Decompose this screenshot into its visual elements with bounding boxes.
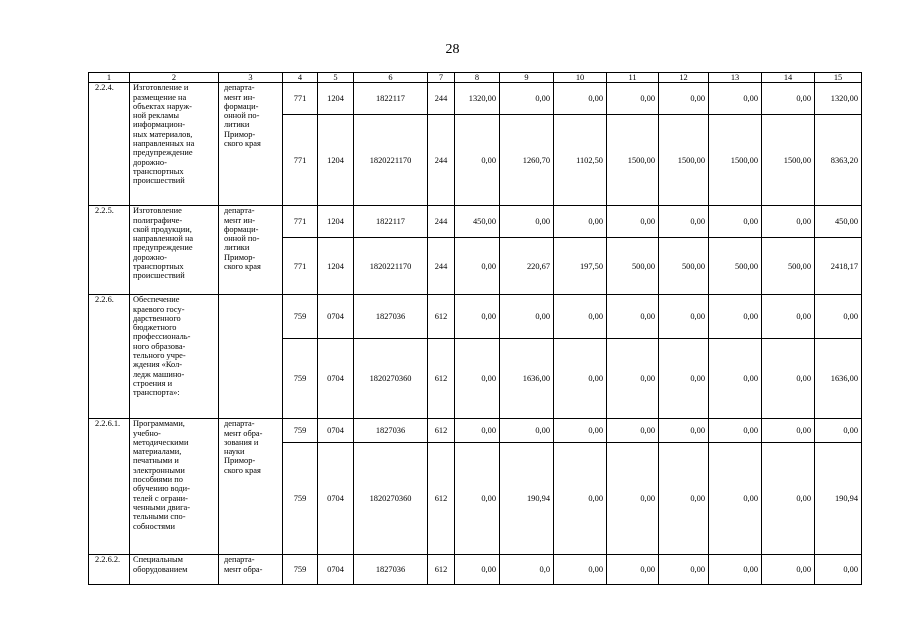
value-cell: 0,00 — [554, 443, 607, 555]
row-description — [130, 295, 219, 419]
value-cell: 8363,20 — [815, 115, 862, 206]
description-line: предупреждение — [133, 148, 193, 158]
description-line: краевого госу- — [133, 304, 185, 314]
value-cell: 0,00 — [709, 555, 762, 585]
value-cell: 0704 — [318, 295, 354, 339]
value-cell: 612 — [428, 339, 455, 419]
budget-table — [88, 72, 862, 585]
value-cell: 0,00 — [455, 419, 500, 443]
value-cell: 500,00 — [762, 238, 815, 295]
description-line: направленной на — [133, 234, 194, 244]
description-line: дорожно- — [133, 252, 167, 262]
table-row — [89, 206, 862, 238]
value-cell: 0,00 — [659, 419, 709, 443]
header-row — [89, 73, 862, 83]
description-line: ской продукции, — [133, 224, 192, 234]
department-line: мент обра- — [224, 428, 263, 438]
department-line: формаци- — [224, 101, 259, 111]
row-number: 2.2.6.2. — [89, 555, 130, 585]
description-line: ной рекламы — [133, 111, 180, 121]
description-line: транспортных — [133, 166, 184, 176]
value-cell: 500,00 — [659, 238, 709, 295]
department-line: мент ин- — [224, 92, 256, 102]
value-cell: 0,00 — [762, 443, 815, 555]
table-row — [89, 295, 862, 339]
value-cell: 0,00 — [554, 295, 607, 339]
value-cell: 0,00 — [709, 295, 762, 339]
value-cell: 0,00 — [659, 83, 709, 115]
value-cell: 0,00 — [455, 443, 500, 555]
value-cell: 0,00 — [659, 339, 709, 419]
value-cell: 1204 — [318, 206, 354, 238]
value-cell: 759 — [283, 443, 318, 555]
row-number: 2.2.6. — [89, 295, 130, 419]
value-cell: 0,00 — [554, 206, 607, 238]
value-cell: 1102,50 — [554, 115, 607, 206]
department-line: департа- — [224, 83, 255, 93]
value-cell: 0,00 — [659, 555, 709, 585]
value-cell: 1636,00 — [815, 339, 862, 419]
value-cell: 759 — [283, 419, 318, 443]
header-cell: 6 — [354, 73, 428, 83]
value-cell: 1500,00 — [659, 115, 709, 206]
value-cell: 771 — [283, 115, 318, 206]
value-cell: 0,00 — [455, 339, 500, 419]
value-cell: 0,00 — [500, 206, 554, 238]
header-cell: 15 — [815, 73, 862, 83]
row-description — [130, 419, 219, 555]
value-cell: 0,00 — [659, 295, 709, 339]
header-cell: 2 — [130, 73, 219, 83]
description-line: информацион- — [133, 120, 186, 130]
description-line: оборудованием — [133, 564, 188, 574]
description-line: полиграфиче- — [133, 215, 183, 225]
value-cell: 1820221170 — [354, 115, 428, 206]
description-line: дорожно- — [133, 157, 167, 167]
value-cell: 0,00 — [709, 339, 762, 419]
description-line: транспорта»: — [133, 388, 180, 398]
description-line: обучению води- — [133, 484, 190, 494]
value-cell: 0,00 — [607, 295, 659, 339]
department-line: онной по- — [224, 111, 260, 121]
header-cell: 13 — [709, 73, 762, 83]
value-cell: 1820270360 — [354, 339, 428, 419]
value-cell: 1827036 — [354, 295, 428, 339]
department-line: онной по- — [224, 234, 260, 244]
value-cell: 244 — [428, 206, 455, 238]
value-cell: 0,00 — [815, 555, 862, 585]
header-cell: 8 — [455, 73, 500, 83]
value-cell: 0,00 — [659, 206, 709, 238]
description-line: печатными и — [133, 456, 179, 466]
value-cell: 0,00 — [607, 555, 659, 585]
value-cell: 759 — [283, 339, 318, 419]
description-line: Изготовление — [133, 206, 182, 216]
row-department — [219, 295, 283, 419]
department-line: Примор- — [224, 456, 256, 466]
department-line: зования и — [224, 437, 259, 447]
description-line: электронными — [133, 465, 185, 475]
value-cell: 0,00 — [709, 83, 762, 115]
header-cell: 12 — [659, 73, 709, 83]
header-cell: 10 — [554, 73, 607, 83]
description-line: объектах наруж- — [133, 101, 192, 111]
value-cell: 0,00 — [607, 206, 659, 238]
value-cell: 0,00 — [607, 443, 659, 555]
value-cell: 1500,00 — [709, 115, 762, 206]
department-line: Примор- — [224, 129, 256, 139]
value-cell: 0,00 — [607, 83, 659, 115]
row-department — [219, 419, 283, 555]
description-line: ждения «Кол- — [133, 360, 183, 370]
department-line: литики — [224, 120, 250, 130]
row-department — [219, 83, 283, 206]
value-cell: 1822117 — [354, 83, 428, 115]
page-number: 28 — [445, 42, 460, 57]
department-line: ского края — [224, 139, 261, 149]
description-line: телей с ограни- — [133, 493, 188, 503]
description-line: ледж машино- — [133, 369, 185, 379]
value-cell: 0,00 — [762, 83, 815, 115]
value-cell: 0,00 — [500, 419, 554, 443]
value-cell: 612 — [428, 443, 455, 555]
header-cell: 5 — [318, 73, 354, 83]
description-line: пособиями по — [133, 475, 183, 485]
description-line: транспортных — [133, 262, 184, 272]
value-cell: 244 — [428, 83, 455, 115]
value-cell: 1320,00 — [455, 83, 500, 115]
department-line: мент ин- — [224, 215, 256, 225]
description-line: строения и — [133, 378, 173, 388]
department-line: Примор- — [224, 252, 256, 262]
value-cell: 0,00 — [709, 419, 762, 443]
value-cell: 244 — [428, 115, 455, 206]
department-line: литики — [224, 243, 250, 253]
table-row — [89, 555, 862, 585]
department-line: ского края — [224, 262, 261, 272]
department-line: науки — [224, 447, 245, 457]
department-line: департа- — [224, 555, 255, 565]
description-line: происшествий — [133, 271, 185, 281]
value-cell: 0,00 — [455, 115, 500, 206]
value-cell: 0,00 — [554, 555, 607, 585]
value-cell: 0704 — [318, 555, 354, 585]
value-cell: 0,00 — [762, 339, 815, 419]
value-cell: 1827036 — [354, 555, 428, 585]
value-cell: 0,00 — [762, 555, 815, 585]
value-cell: 220,67 — [500, 238, 554, 295]
header-cell: 4 — [283, 73, 318, 83]
row-description — [130, 83, 219, 206]
value-cell: 0,00 — [455, 555, 500, 585]
value-cell: 450,00 — [815, 206, 862, 238]
value-cell: 2418,17 — [815, 238, 862, 295]
description-line: предупреждение — [133, 243, 193, 253]
value-cell: 0,00 — [455, 238, 500, 295]
value-cell: 612 — [428, 419, 455, 443]
value-cell: 771 — [283, 83, 318, 115]
value-cell: 0,00 — [554, 83, 607, 115]
description-line: ных материалов, — [133, 129, 193, 139]
value-cell: 1204 — [318, 115, 354, 206]
description-line: Обеспечение — [133, 295, 180, 305]
value-cell: 612 — [428, 555, 455, 585]
description-line: тельного учре- — [133, 351, 186, 361]
description-line: материалами, — [133, 447, 182, 457]
value-cell: 0,00 — [709, 206, 762, 238]
value-cell: 0,00 — [500, 83, 554, 115]
value-cell: 1320,00 — [815, 83, 862, 115]
header-cell: 7 — [428, 73, 455, 83]
header-cell: 14 — [762, 73, 815, 83]
value-cell: 0704 — [318, 419, 354, 443]
department-line: мент обра- — [224, 564, 263, 574]
value-cell: 1500,00 — [607, 115, 659, 206]
table-row — [89, 419, 862, 443]
value-cell: 500,00 — [607, 238, 659, 295]
value-cell: 0,00 — [607, 419, 659, 443]
value-cell: 1820221170 — [354, 238, 428, 295]
value-cell: 0704 — [318, 339, 354, 419]
description-line: размещение на — [133, 92, 187, 102]
value-cell: 0,00 — [762, 206, 815, 238]
value-cell: 771 — [283, 206, 318, 238]
description-line: методическими — [133, 437, 189, 447]
value-cell: 500,00 — [709, 238, 762, 295]
description-line: ченными двига- — [133, 502, 191, 512]
description-line: бюджетного — [133, 323, 177, 333]
department-line: ского края — [224, 465, 261, 475]
header-cell: 9 — [500, 73, 554, 83]
value-cell: 1827036 — [354, 419, 428, 443]
description-line: ного образова- — [133, 341, 186, 351]
table-row — [89, 83, 862, 115]
table-body — [89, 73, 862, 585]
row-number: 2.2.5. — [89, 206, 130, 295]
value-cell: 612 — [428, 295, 455, 339]
value-cell: 0,00 — [554, 339, 607, 419]
value-cell: 197,50 — [554, 238, 607, 295]
value-cell: 0,00 — [762, 419, 815, 443]
value-cell: 1822117 — [354, 206, 428, 238]
department-line: формаци- — [224, 224, 259, 234]
row-description — [130, 555, 219, 585]
value-cell: 0,00 — [607, 339, 659, 419]
row-number: 2.2.4. — [89, 83, 130, 206]
value-cell: 0,00 — [500, 295, 554, 339]
value-cell: 759 — [283, 295, 318, 339]
value-cell: 0,0 — [500, 555, 554, 585]
description-line: собностями — [133, 521, 175, 531]
value-cell: 771 — [283, 238, 318, 295]
value-cell: 759 — [283, 555, 318, 585]
department-line: департа- — [224, 419, 255, 429]
description-line: Специальным — [133, 555, 183, 565]
value-cell: 0,00 — [709, 443, 762, 555]
value-cell: 1260,70 — [500, 115, 554, 206]
description-line: тельными спо- — [133, 512, 186, 522]
value-cell: 0,00 — [659, 443, 709, 555]
description-line: происшествий — [133, 176, 185, 186]
row-department — [219, 206, 283, 295]
value-cell: 244 — [428, 238, 455, 295]
value-cell: 0704 — [318, 443, 354, 555]
value-cell: 1500,00 — [762, 115, 815, 206]
header-cell: 1 — [89, 73, 130, 83]
description-line: профессиональ- — [133, 332, 191, 342]
value-cell: 1204 — [318, 238, 354, 295]
value-cell: 0,00 — [762, 295, 815, 339]
value-cell: 190,94 — [500, 443, 554, 555]
value-cell: 0,00 — [554, 419, 607, 443]
value-cell: 0,00 — [455, 295, 500, 339]
row-description — [130, 206, 219, 295]
value-cell: 1204 — [318, 83, 354, 115]
header-cell: 3 — [219, 73, 283, 83]
value-cell: 0,00 — [815, 419, 862, 443]
row-department — [219, 555, 283, 585]
description-line: Программами, — [133, 419, 185, 429]
description-line: учебно- — [133, 428, 161, 438]
description-line: дарственного — [133, 313, 181, 323]
value-cell: 190,94 — [815, 443, 862, 555]
description-line: Изготовление и — [133, 83, 189, 93]
department-line: департа- — [224, 206, 255, 216]
value-cell: 1636,00 — [500, 339, 554, 419]
description-line: направленных на — [133, 139, 195, 149]
value-cell: 450,00 — [455, 206, 500, 238]
value-cell: 1820270360 — [354, 443, 428, 555]
header-cell: 11 — [607, 73, 659, 83]
row-number: 2.2.6.1. — [89, 419, 130, 555]
value-cell: 0,00 — [815, 295, 862, 339]
